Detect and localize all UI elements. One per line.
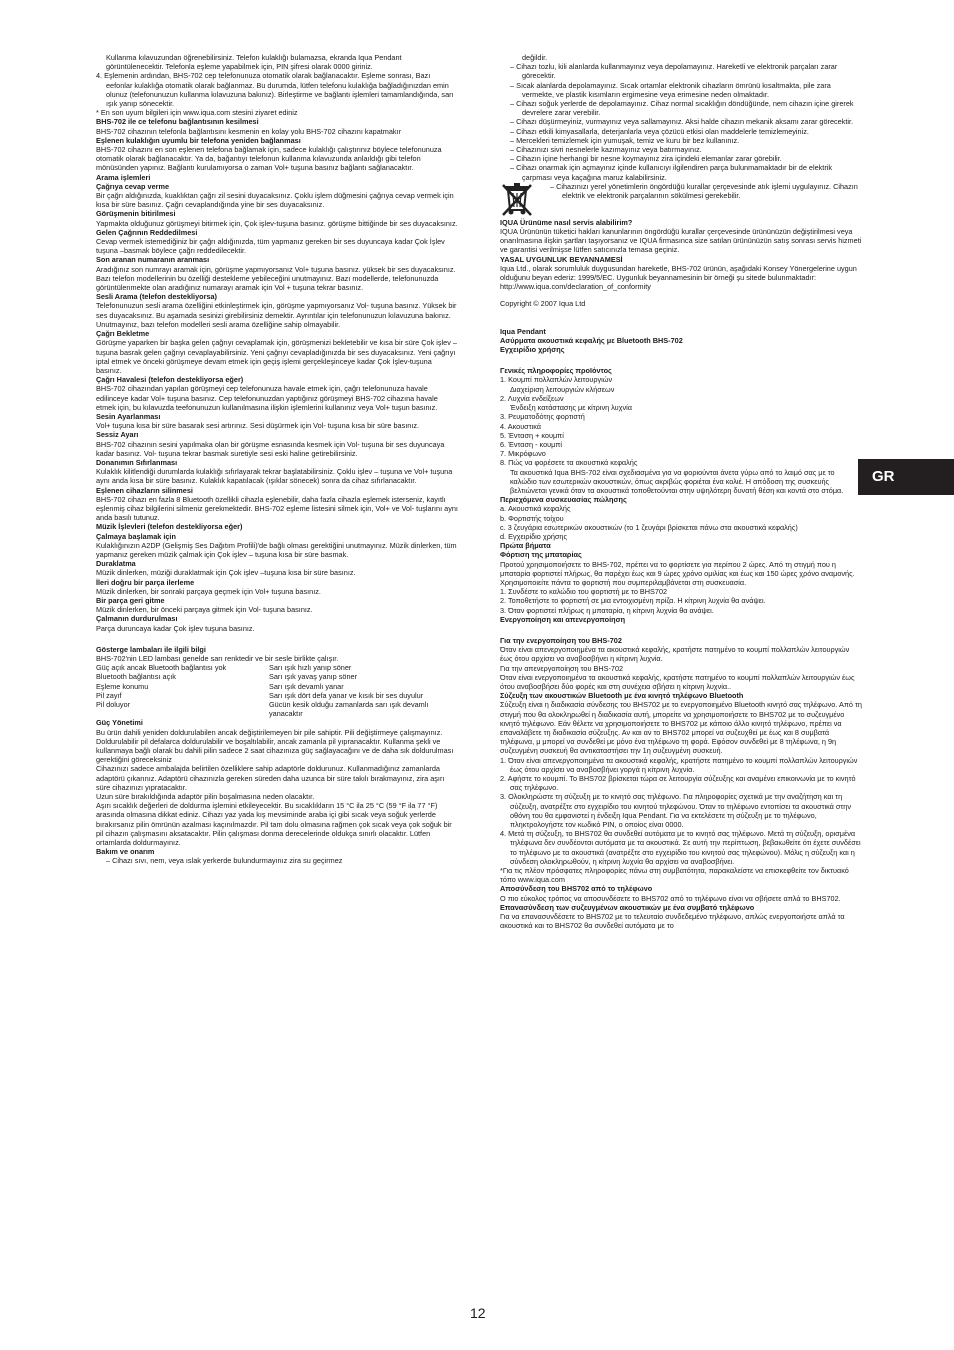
section-heading: BHS-702 ile ce telefonu bağlantısının kesilmesi: [96, 117, 259, 127]
paragraph: 4. Μετά τη σύζευξη, το BHS702 θα συνδεθεί αυτόματα με το κινητό σας τηλέφωνο. Μετά τη σύζευξη, ορισμένα τηλέφωνα δεν συνδέονται αυτόματα με τα ακουστικά. Σε αυτή την περίπτωση, βεβαιωθείτε ότι έχετε συνδέσει το τηλέφωνο με τα ακουστικά (ανατρέξτε στο εγχειρίδιο του κινητού σας τηλεφώνου). Μόλις η σύζευξη και η σύνδεση ολοκληρωθούν, η κίτρινη λυχνία θα αρχίσει να αναβοσβήνει.: [500, 829, 861, 866]
recycle-notice: [500, 182, 862, 218]
section-heading: Çağrı Bekletme: [96, 329, 150, 339]
section-heading: Γενικές πληροφορίες προϊόντος: [500, 366, 612, 376]
led-status-value: Gücün kesik olduğu zamanlarda sarı ışık devamlı yanacaktır: [269, 700, 429, 719]
paragraph: – Cihazınızı yerel yönetimlerin öngördüğü kurallar çerçevesinde atık işlemi uygulayınız. Cihazın elektrik ve elektronik parçalarının sökülmesi gerekebilir.: [550, 181, 858, 201]
paragraph: Cevap vermek istemediğiniz bir çağrı aldığınızda, tüm yapmanız gereken bir ses duyuncaya kadar Çok İşlev tuşuna –basmak böylece çağrı reddedilecektir.: [96, 237, 445, 256]
section-heading: Son aranan numaranın aranması: [96, 255, 210, 265]
paragraph: BHS-702'nin LED lambası genelde sarı renktedir ve bir sesle birlikte çalışır.: [96, 654, 339, 663]
paragraph: – Mercekleri temizlemek için yumuşak, temiz ve kuru bir bez kullanınız.: [510, 135, 740, 145]
left-column: [96, 53, 458, 866]
paragraph: 5. Ένταση + κουμπί: [500, 430, 564, 440]
paragraph: Görüşme yaparken bir başka gelen çağrıyı cevaplamak için, görüşmenizi bekletebilir ve kısa bir süre Çok işlev – tuşuna basrak gelen çağrıyı cevaplayabilirsiniz. Yeni çağrıyı cevapladığınızda bir ses duyacaksınız. Yeni çağrıyı iptal etmek ve önceki görüşmeye devam etmek için geçiş işlemi gerçekleşinceye kadar Çok İşlev-tuşuna basınız.: [96, 338, 457, 375]
paragraph: 1. Συνδέστε το καλώδιο του φορτιστή με το BHS702: [500, 587, 668, 597]
section-heading: Gösterge lambaları ile ilgili bilgi: [96, 644, 206, 654]
paragraph: Vol+ tuşuna kısa bir süre basarak sesi artırınız. Sesi düşürmek için Vol- tuşuna kısa bir süre basınız.: [96, 421, 420, 431]
section-heading: Arama işlemleri: [96, 172, 151, 182]
section-heading: Müzik İşlevleri (telefon destekliyorsa eğer): [96, 522, 243, 532]
section-heading: İleri doğru bir parça ilerleme: [96, 577, 195, 587]
paragraph: d. Εγχειρίδιο χρήσης: [500, 531, 567, 541]
section-heading: Sesli Arama (telefon destekliyorsa): [96, 292, 217, 302]
paragraph: 3. Ολοκληρώστε τη σύζευξη με το κινητό σας τηλέφωνο. Για πληροφορίες σχετικά με την αναζήτηση και τη σύζευξη, ανατρέξτε στο εγχειρίδιο του κινητού τηλεφώνου. Όταν το τηλέφωνο εντοπίσει τα ακουστικά στην οθόνη του θα εμφανιστεί η ένδειξη Iqua Pendant. Για να εκτελέσετε τη σύζευξη με το τηλέφωνο, πληκτρολογήστε τον κωδικό PIN, ο οποίος είναι 0000.: [500, 792, 852, 830]
paragraph: – Cihazı sıvı, nem, veya ıslak yerkerde bulundurmayınız zira su geçirmez: [106, 856, 343, 866]
section-heading: Güç Yönetimi: [96, 718, 143, 728]
led-status-label: Pil zayıf: [96, 690, 122, 700]
paragraph: 3. Ρευματοδότης φορτιστή: [500, 412, 585, 422]
paragraph: a. Ακουστικά κεφαλής: [500, 504, 571, 514]
led-status-value: Sarı ışık dört defa yanar ve kısık bir ses duyulur: [269, 690, 424, 700]
section-heading: Sesin Ayarlanması: [96, 411, 161, 421]
paragraph: Τα ακουστικά Iqua BHS-702 είναι σχεδιασμένα για να φοριούνται άνετα γύρω από το λαιμό σας με το καλώδιο των εσωτερικών ακουστικών, όπως ακριβώς φοριέται ένα κολιέ. Η απόδοση της συσκευής βελτιώνεται γενικά όταν τα ακουστικά τοποθετούνται στην υψηλότερη δυνατή θέση και κοντά στο στόμα.: [510, 467, 844, 495]
paragraph: 2. Τοποθετήστε το φορτιστή σε μια εντοιχισμένη πρίζα. Η κίτρινη λυχνία θα ανάψει.: [500, 596, 766, 606]
paragraph: *Για τις πλέον πρόσφατες πληροφορίες πάνω στη συμβατότητα, παρακαλείστε να επισκεφθείτε τον δικτυακό τόπο www.iqua.com: [500, 866, 849, 885]
paragraph: BHS-702 cihazından yapılan görüşmeyi cep telefonunuza havale etmek için, çağrı telefonunuza havale edilinceye kadar Vol+ tuşuna basınız. Cep telefonunuzdan yaptığınız görüşmeyi BHS-702 cihazına havale etmek için, bu kılavuzda teefonunuzun kullanılmasına ilişkin işlemlerini kullanınız veya Vol+ tuşun basınız.: [96, 384, 438, 412]
section-heading: Ενεργοποίηση και απενεργοποίηση: [500, 614, 626, 624]
paragraph: Όταν είναι ενεργοποιημένα τα ακουστικά κεφαλής, κρατήστε πατημένο το κουμπί πολλαπλών λειτουργιών έως ότου αναβοσβήσει δύο φορές και στη συνέχεια σβήσει η κίτρινη λυχνία..: [500, 672, 855, 691]
section-heading: Bakım ve onarım: [96, 847, 155, 857]
paragraph: Kullanma kılavuzundan öğrenebilirsiniz. Telefon kulaklığı bulamazsa, ekranda Iqua Pendant görüntülenecektir. Telefonla eşleme yapabilmek için, PIN şifresi olarak 0000 giriniz.: [106, 53, 402, 72]
paragraph: 4. Ακουστικά: [500, 421, 541, 431]
section-heading: Görüşmenin bitirilmesi: [96, 209, 176, 219]
section-heading: Çağrı Havalesi (telefon destekliyorsa eğer): [96, 375, 244, 385]
section-heading: Donanımın Sıfırlanması: [96, 457, 178, 467]
paragraph: 2. Αφήστε το κουμπί. Το BHS702 βρίσκεται τώρα σε λειτουργία σύζευξης και αναμένει επικοινωνία με το κινητό σας τηλέφωνο.: [500, 774, 856, 793]
paragraph: – Cihazı etkili kimyasallarla, deterjanlarla veya çözücü etkisi olan maddelerle temizlemeyiniz.: [510, 126, 809, 136]
paragraph: 1. Όταν είναι απενεργοποιημένα τα ακουστικά κεφαλής, κρατήστε πατημένο το κουμπί πολλαπλών λειτουργιών έως ότου αρχίσει να αναβοσβήνει γοργά η κίτρινη λυχνία.: [500, 755, 858, 774]
led-status-label: Güç açık ancak Bluetooth bağlantısı yok: [96, 663, 227, 673]
paragraph: Kulaklık kilitlendiği durumlarda kulaklığı sıfırlayarak tekrar başlatabilirsiniz. Çoklu işlev – tuşuna ve Vol+ tuşuna aynı anda kısa bir süre basınız. Kulaklık kapatılacak (ışıklar sönecek) sonra da cihaz sıfırlanacaktır.: [96, 467, 453, 486]
paragraph: – Cihazı soğuk yerlerde de depolamayınız. Cihaz normal sıcaklığın döndüğünde, nem cihazın içine girerek devrelere zarar verebilir.: [510, 99, 854, 118]
paragraph: BHS-702 cihazının telefonla bağlantısını kesmenin en kolay yolu BHS-702 cihazını kapatmakır: [96, 126, 402, 136]
paragraph: Müzik dinlerken, bir sonraki parçaya geçmek için Vol+ tuşuna basınız.: [96, 586, 321, 596]
section-heading: Ασύρματα ακουστικά κεφαλής με Bluetooth BHS-702: [500, 335, 683, 345]
paragraph: – Cihazınızı sivri nesnelerle kazımayınız veya batırmayınız.: [510, 145, 702, 155]
led-status-label: Bluetooth bağlantısı açık: [96, 672, 176, 682]
paragraph: 8. Πώς να φορέσετε τα ακουστικά κεφαλής: [500, 458, 638, 468]
paragraph: c. 3 ζευγάρια εσωτερικών ακουστικών (το 1 ζευγάρι βρίσκεται πάνω στα ακουστικά κεφαλής): [500, 522, 798, 532]
paragraph: Aradığınız son numrayı aramak için, görüşme yapmıyorsanız Vol+ tuşuna basınız. yüksek bir ses duyacaksınız. Bazı telefon modellerinin bu özelliği destekleme yebileceğini unutmayınız. Bazı modellerde, telefonunuzda görüntülenmekte olan aradığınız numarayı aramak için Vol + tuşuna tekrar basınız.: [96, 264, 456, 293]
led-status-value: Sarı ışık hızlı yanıp söner: [269, 663, 352, 673]
paragraph: Διαχείριση λειτουργιών κλήσεων: [510, 384, 615, 394]
paragraph: Για την απενεργοποίηση του BHS-702: [500, 663, 624, 673]
section-heading: Αποσύνδεση του BHS702 από το τηλέφωνο: [500, 884, 653, 894]
section-heading: Iqua Pendant: [500, 326, 546, 336]
led-status-value: Sarı ışık yavaş yanıp söner: [269, 672, 358, 682]
paragraph: 1. Κουμπί πολλαπλών λειτουργιών: [500, 375, 613, 385]
spacer: [500, 291, 862, 299]
paragraph: Cihazınızı sadece ambalajda belirtilen özelliklere sahip adaptörle doldurunuz. Kullanmadığınız zamanlarda adaptörü çıkarınız. Adaptörü cihazınızla gereken süreden daha uzunca bir süre takılı bırakmayınız, zira aşırı süre cihazınızı yıpratacaktır.: [96, 764, 445, 792]
paragraph: Bir çağrı aldığınızda, kuaklıktan çağrı zil sesini duyacaksınız. Çoklu işlem düğmesini çağrıya cevap vermek için kısa bir süre basınız. Çağrı cevaplandığında yine bir ses duyacaksınız.: [96, 191, 454, 210]
section-heading: Çalmaya başlamak için: [96, 531, 176, 541]
paragraph: – Sıcak alanlarda depolamayınız. Sıcak ortamlar elektronik cihazların ömrünü kısaltmakta, pile zara vermekte, ve plastik kısımların ergimesine veya erimesine neden olmaktadır.: [510, 80, 831, 99]
section-heading: Σύζευξη των ακουστικών Bluetooth με ένα κινητό τηλέφωνο Bluetooth: [500, 691, 744, 701]
paragraph: Aşırı sıcaklık değerleri de doldurma işlemini etkileyecektir. Bu sıcaklıkların 15 °C ila 25 °C (59 °F ila 77 °F) arasında olmasına dikkat ediniz. Cihazı yaz yada kış mevsiminde araba içi gibi sıcak veya soğuk yerlerde bırakırsanız pilin ömrünün azalması kaçınılmazdır. Pil tam dolu olmasına rağmen çok sıcak veya çok soğuk bir pil cihazın çalışmasını aksatacaktır. Pilin çalışması donma derecelerinde oldukça sınırlı olacaktır. Lütfen ortamlarda doldurmayınız.: [96, 801, 452, 848]
led-status-label: Pil doluyor: [96, 700, 131, 710]
paragraph: Iqua Ltd., olarak sorumluluk duygusundan hareketle, BHS-702 ürünün, aşağıdaki Konsey Yönergelerine uygun olduğunu beyan ederiz: 1999/5/EC. Uygunluk beyannamesinin bir örneği şu sitede bulunmaktadır: http://www.iqua.com/declaration_of_conformity: [500, 263, 857, 292]
paragraph: * En son uyum bilgileri için www.iqua.com stesini ziyaret ediniz: [96, 108, 298, 118]
paragraph: BHS-702 cihazının sesini yapılmaka olan bir görüşme esnasında kesmek için Vol- tuşuna bir ses duyuncaya kadar basınız. Vol- tuşuna tekrar basmak suretiyle sesi eski haline getirebilirsiniz.: [96, 439, 445, 458]
section-heading: Επανασύνδεση των συζευγμένων ακουστικών με ένα συμβατό τηλέφωνο: [500, 902, 755, 912]
paragraph: Parça duruncaya kadar Çok işlev tuşuna basınız.: [96, 623, 255, 633]
paragraph: BHS-702 cihazı en fazla 8 Bluetooth özellikli cihazla eşlenebilir, daha fazla cihazla eşlemek isterseniz, kayıtlı eşlenmiş cihaz bilgilerini silmeniz gerekmektedir. BHS-702 eşleme listesini silmek için, Vol+ ve Vol- tuşlarını aynı anda basılı tutunuz.: [96, 494, 458, 523]
paragraph: Όταν είναι απενεργοποιημένα τα ακουστικά κεφαλής, κρατήστε πατημένο το κουμπί πολλαπλών λειτουργιών έως ότου αρχίσει να αναβοσβήνει η κίτρινη λυχνία.: [500, 645, 850, 664]
section-heading: Bir parça geri gitme: [96, 595, 165, 605]
section-heading: Eşlenen cihazların silinmesi: [96, 485, 193, 495]
paragraph: – Cihazın içine herhangi bir nesne koymayınız zira içindeki elemanlar zarar görebilir.: [510, 154, 782, 164]
paragraph: değildir.: [522, 53, 548, 62]
led-indicator-table: [96, 663, 458, 718]
paragraph: Ο πιο εύκολος τρόπος να αποσυνδέσετε το BHS702 από το τηλέφωνο είναι να σβήσετε απλά το BHS702.: [500, 893, 841, 903]
paragraph: Müzik dinlerken, bir önceki parçaya gitmek için Vol- tuşuna basınız.: [96, 605, 313, 615]
paragraph: – Cihazı düşürmeyiniz, vurmayınız veya sallamayınız. Aksi halde cihazın mekanik aksamı zarar görecektir.: [510, 117, 854, 127]
paragraph: BHS-702 cihazını en son eşlenen telefona bağlamak için, sadece kulaklığı çalıştırınız böylece telefonunuza otomatik olarak bağlanacaktır. Ya da, bağantıyı telefonun kullanma kılavuzunda anlaıldığı gibi telefon mönüsünden yapınız. Bağlantı kurulamıyorsa o zaman Vol+ tuşuna basınız bağlantı sağlanacaktır.: [96, 145, 442, 173]
paragraph: Copyright © 2007 Iqua Ltd: [500, 299, 586, 309]
section-heading: Περιεχόμενα συσκευασίας πώλησης: [500, 495, 627, 505]
paragraph: b. Φορτιστής τοίχου: [500, 513, 564, 523]
paragraph: Σύζευξη είναι η διαδικασία σύνδεσης του BHS702 με το ενεργοποιημένο Bluetooth κινητό σας τηλέφωνο. Από τη στιγμή που θα ολοκληρωθεί η διαδικασία αυτή, μπορείτε να χρησιμοποιήσετε το BHS702 με το συζευγμένο κινητό τηλέφωνο. Εάν θέλετε να χρησιμοποιήσετε το BHS702 με κάποιο άλλο κινητό τηλέφωνο, πρέπει να επαναλάβετε τη διαδικασία σύζευξης. Αν και αν το BHS702 μπορεί να συζευχθεί με έως και 8 συμβατά τηλέφωνα, μ μπορεί να συνδεθεί με μόνο ένα τηλέφωνο τη φορά. Εφόσον συνδεθεί με 8 τηλέφωνα, η 9η συζευγμένη συσκευή θα αντικαταστήσει την 1η συζευγμένη συσκευή.: [500, 700, 862, 756]
paragraph: 7. Μικρόφωνο: [500, 449, 546, 459]
paragraph: 3. Όταν φορτιστεί πλήρως η μπαταρία, η κίτρινη λυχνία θα ανάψει.: [500, 605, 714, 615]
section-heading: Çağrıya cevap verme: [96, 181, 170, 191]
section-heading: Πρώτα βήματα: [500, 541, 551, 551]
weee-recycle-bin-icon: [500, 182, 534, 218]
section-heading: Για την ενεργοποίηση του BHS-702: [500, 635, 622, 645]
paragraph: – Cihazı tozlu, kili alanlarda kullanmayınız veya depolamayınız. Hareketli ve elektronik parçaları zarar görecektir.: [510, 62, 838, 81]
paragraph: 4. Eşlemenin ardından, BHS-702 cep telefonunuza otomatik olarak bağlanacaktır. Eşleme sonrası, Bazı eefonlar kulaklığa otomatik olarak bağlanmaz. Bu durumda, lütfen telefonu kulaklığa bağladığınızdan emin olunuz (telefonunuzun kullanma kılavuzuna bakınız). Birleştirme ve bağlantı işlemleri tamamlandığında, sarı ışık yanıp sönecektir.: [96, 71, 454, 109]
paragraph: Yapmakta olduğunuz görüşmeyi bitirmek için, Çok işlev-tuşuna basınız. görüşme bittiğinde bir ses duyacaksınız.: [96, 218, 458, 228]
paragraph: Για να επανασυνδέσετε το BHS702 με το τελευταίο συνδεδεμένο τηλέφωνο, απλώς ενεργοποιήστε απλά τα ακουστικά και το BHS702 θα συνδεθεί αυτόματα με το: [500, 912, 845, 931]
paragraph: IQUA Ürününün tüketici hakları kanunlarının öngördüğü kurallar çerçevesinde ürününüzün değiştirilmesi veya onarılmasına ilişkin şartları taşıyorsanız ve IQUA firmasınca size satılan ürününüzün satış sonrası servis hizmeti ve garantisi verilmişse lütfen satıcınızla temasa geçiniz.: [500, 227, 862, 255]
section-heading: Eşlenen kulaklığın uyumlu bir telefona yeniden bağlanması: [96, 135, 301, 145]
paragraph: Bu ürün dahili yeniden doldurulabilen ancak değiştirilemeyen bir pile sahiptir. Pili değiştirmeye çalışmayınız. Doldurulabilir pil defalarca doldurulabilir ve boşaltılabilir, ancak zamanla pil yıpranacaktır. Kullanma şekli ve kullanmaya bağlı olarak bu dahili pilin sadece 2 saat cihazınıza güç sağlayacağını ve de daha sık doldurulması gerektiğini göreceksiniz: [96, 727, 454, 765]
paragraph: 2. Λυχνία ενδείξεων: [500, 393, 564, 403]
section-heading: Duraklatma: [96, 559, 136, 569]
language-tab-gr: GR: [858, 459, 954, 495]
paragraph: Uzun süre bırakıldığında adaptör pilin boşalmasına neden olacaktır.: [96, 792, 315, 802]
section-heading: Εγχειρίδιο χρήσης: [500, 345, 565, 355]
section-heading: IQUA Ürünüme nasıl servis alabilirim?: [500, 217, 633, 227]
paragraph: Προτού χρησιμοποιήσετε το BHS-702, πρέπει να το φορτίσετε για περίπου 2 ώρες. Από τη στιγμή που η μπαταρία φορτιστεί πλήρως, θα παρέχει έως και 9 ώρες χρόνο ομιλίας και έως και 150 ώρες χρόνο αναμονής. Χρησιμοποιείτε πάντα το φορτιστή που συμπεριλαμβάνεται στη συσκευασία.: [500, 559, 855, 587]
paragraph: Telefonunuzun sesli arama özelliğini etkinleştirmek için, görüşme yapmıyorsanız Vol- tuşuna basınız. Yüksek bir ses duyacaksınız. Bu aşamada sesinizi girebilirsiniz demektir. Ayrıntılar için telefonunuzun kılavuzuna bakınız. Unutmayınız, bazı telefon modelleri sesli arama özelliğine sahip olmayabilir.: [96, 301, 457, 329]
led-status-value: Sarı ışık devamlı yanar: [269, 681, 344, 691]
page-number: 12: [470, 1305, 486, 1321]
section-heading: YASAL UYGUNLUK BEYANNAMESİ: [500, 254, 623, 264]
section-heading: Φόρτιση της μπαταρίας: [500, 550, 582, 560]
section-heading: Sessiz Ayarı: [96, 430, 139, 440]
paragraph: Kulaklığınızın A2DP (Gelişmiş Ses Dağıtım Profili)'de bağlı olması gerektiğini unutmayınız. Müzik dinlerken, tüm yapmanız gereken müzik çalmak için Çok işlev – tuşuna kısa bir süre basmak.: [96, 540, 457, 559]
section-heading: Çalmanın durdurulması: [96, 614, 178, 624]
led-status-label: Eşleme konumu: [96, 681, 149, 691]
right-column: [500, 53, 862, 930]
paragraph: Ένδειξη κατάστασης με κίτρινη λυχνία: [510, 403, 632, 413]
paragraph: 6. Ένταση - κουμπί: [500, 439, 562, 449]
paragraph: Müzik dinlerken, müziği duraklatmak için Çok işlev –tuşuna kısa bir süre basınız.: [96, 568, 356, 578]
section-heading: Gelen Çağrının Reddedilmesi: [96, 227, 198, 237]
paragraph: – Cihazı onarmak için açmayınız içinde kullanıcıyı ilgilendiren parça bulunmamaktadır bir de elektrik çarpması veya kaçağına maruz kalabilirsiniz.: [510, 163, 833, 182]
